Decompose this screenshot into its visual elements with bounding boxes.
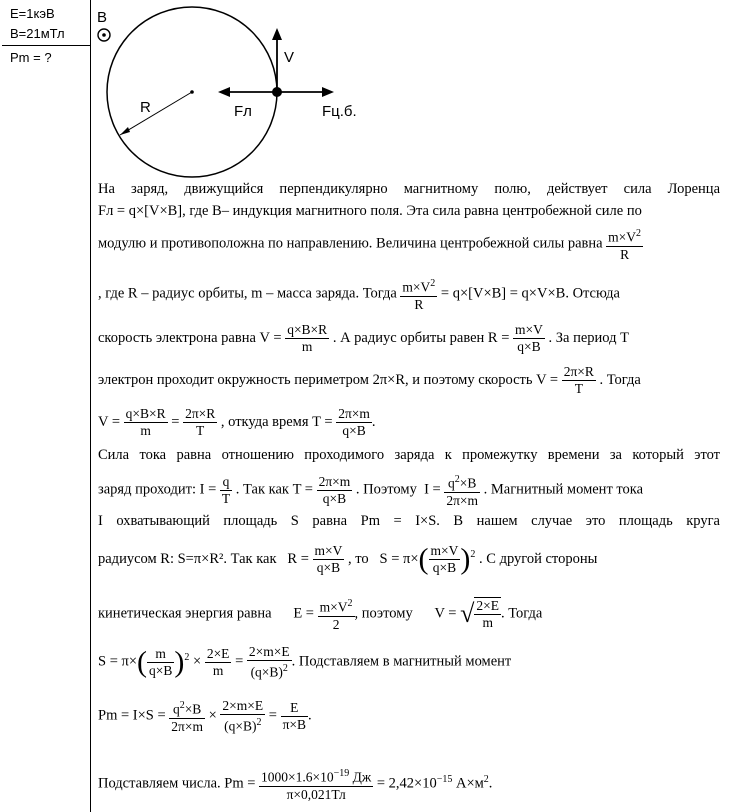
text-line-5: скорость электрона равна V = $\frac{q\times B\times R}{m}$ . А радиус орбиты равен R = $\frac{m\times V}{q\times B}$ . За период T <box>98 322 629 354</box>
radius-line <box>120 92 192 135</box>
given-field: B=21мТл <box>10 26 65 41</box>
fraction-mv-over-qb: $\frac{m\times V}{q\times B}$ <box>515 322 543 354</box>
centrifugal-arrowhead-icon <box>322 87 334 97</box>
text-line-13: S = π×( $\frac{m}{q\times B}$ )$^2$ × $\frac{2\times E}{m}$ = $\frac{2\times m\times E}{(q\times B)^2}$ . Подставляем в магнитный момент <box>98 644 512 680</box>
text-line-10: I охватывающий площадь S равна Pm = I×S. В нашем случае это площадь круга <box>98 513 720 529</box>
velocity-arrowhead-icon <box>272 28 282 40</box>
fraction-2e-over-m: $\frac{2\times E}{m}$ <box>206 645 230 678</box>
fraction-q-over-t: $\frac{q}{T}$ <box>221 473 231 506</box>
text-line-14: Pm = I×S = $\frac{q^2\times B}{2\pi\times m}$ × $\frac{2\times m\times E}{(q\times B)^2}$ = $\frac{E}{\pi\times B}$ . <box>98 698 312 734</box>
fraction-2pim-over-qb: $\frac{2\pi\times m}{q\times B}$ <box>338 406 370 438</box>
text-line-1: На заряд, движущийся перпендикулярно магнитному полю, действует сила Лоренца <box>98 181 720 197</box>
fraction-2me-over-qb2: $\frac{2\times m\times E}{(q\times B)^2}$ <box>248 644 290 680</box>
fraction-qbr-over-m: $\frac{q\times B\times R}{m}$ <box>287 322 328 354</box>
text-line-9: заряд проходит: I = $\frac{q}{T}$ . Так как T = $\frac{2\pi\times m}{q\times B}$ . Поэтому I = $\frac{q^2\times B}{2\pi\times m}$ . Магнитный момент тока <box>98 473 644 508</box>
fraction-mv2-over-r-2: $\frac{m\times V^2}{R}$ <box>402 278 436 312</box>
text-line-4: , где R – радиус орбиты, m – масса заряда. Тогда $\frac{m\times V^2}{R}$ = q×[V×B] = q×V×B. Отсюда <box>98 278 620 312</box>
text-line-11: радиусом R: S=π×R². Так как R = $\frac{m\times V}{q\times B}$ , то S = π×( $\frac{m\times V}{q\times B}$ )$^2$ . С другой стороны <box>98 542 598 576</box>
lorentz-label: Fл <box>234 103 252 120</box>
radius-arrowhead-icon <box>120 127 130 135</box>
field-dot-icon <box>102 33 106 37</box>
fraction-q2b-over-2pim-2: $\frac{q^2\times B}{2\pi\times m}$ <box>171 700 203 734</box>
text-line-7: V = $\frac{q\times B\times R}{m}$ = $\frac{2\pi\times R}{T}$ , откуда время T = $\frac{2\pi\times m}{q\times B}$ . <box>98 406 376 438</box>
fraction-2pir-over-t: $\frac{2\pi\times R}{T}$ <box>563 364 594 396</box>
text-line-15: Подставляем числа. Pm = $\frac{1000\times 1.6\times 10^{-19} Дж}{\pi\times 0,021Тл}$ = $2,42\times 10^{-15}$ $А\times м^2$. <box>98 768 493 802</box>
fraction-mv-over-qb-3: $\frac{m\times V}{q\times B}$ <box>430 543 459 575</box>
given-find: Pm = ? <box>10 50 52 65</box>
sqrt-2e-over-m: √ $\frac{2\times E}{m}$ <box>460 598 500 631</box>
fraction-2pir-over-t-2: $\frac{2\pi\times R}{T}$ <box>185 406 216 438</box>
text-line-2: Fл = q×[V×B], где B– индукция магнитного поля. Эта сила равна центробежной силе по <box>98 203 642 219</box>
fraction-q2b-over-2pim: $\frac{q^2\times B}{2\pi\times m}$ <box>446 474 479 508</box>
fraction-m-over-qb: $\frac{m}{q\times B}$ <box>149 645 173 678</box>
text-line-3: модулю и противоположна по направлению. Величина центробежной силы равна $\frac{m\times V^2}{R}$ <box>98 228 642 262</box>
lorentz-formula: Fл = q×[V×B] <box>98 203 183 219</box>
fraction-mv2-over-2: $\frac{m\times V^2}{2}$ <box>319 598 353 632</box>
text-line-12: кинетическая энергия равна E = $\frac{m\times V^2}{2}$ , поэтому V = √ $\frac{2\times E}{m}$ . Тогда <box>98 598 543 632</box>
fraction-numeric-result: $\frac{1000\times 1.6\times 10^{-19} Дж}{\pi\times 0,021Тл}$ <box>261 768 372 802</box>
fraction-e-over-pib: $\frac{E}{\pi\times B}$ <box>282 699 307 732</box>
orbit-figure <box>94 0 394 180</box>
centrifugal-label: Fц.б. <box>322 103 357 120</box>
text-line-6: электрон проходит окружность периметром 2π×R, и поэтому скорость V = $\frac{2\pi\times R}{T}$ . Тогда <box>98 364 641 396</box>
margin-line <box>90 0 91 812</box>
fraction-mv2-over-r: $\frac{m\times V^2}{R}$ <box>608 228 642 262</box>
given-energy: E=1кэВ <box>10 6 55 21</box>
text-line-8: Сила тока равна отношению проходимого заряда к промежутку времени за который этот <box>98 447 720 463</box>
fraction-mv-over-qb-2: $\frac{m\times V}{q\times B}$ <box>314 543 343 575</box>
field-label: B <box>97 9 108 26</box>
radius-label: R <box>140 99 151 116</box>
fraction-qbr-over-m-2: $\frac{q\times B\times R}{m}$ <box>125 406 166 438</box>
fraction-2me-over-qb2-2: $\frac{2\times m\times E}{(q\times B)^2}$ <box>222 698 264 734</box>
given-divider <box>2 45 90 46</box>
lorentz-arrowhead-icon <box>218 87 230 97</box>
velocity-label: V <box>284 49 295 66</box>
fraction-2pim-over-qb-2: $\frac{2\pi\times m}{q\times B}$ <box>318 473 351 506</box>
